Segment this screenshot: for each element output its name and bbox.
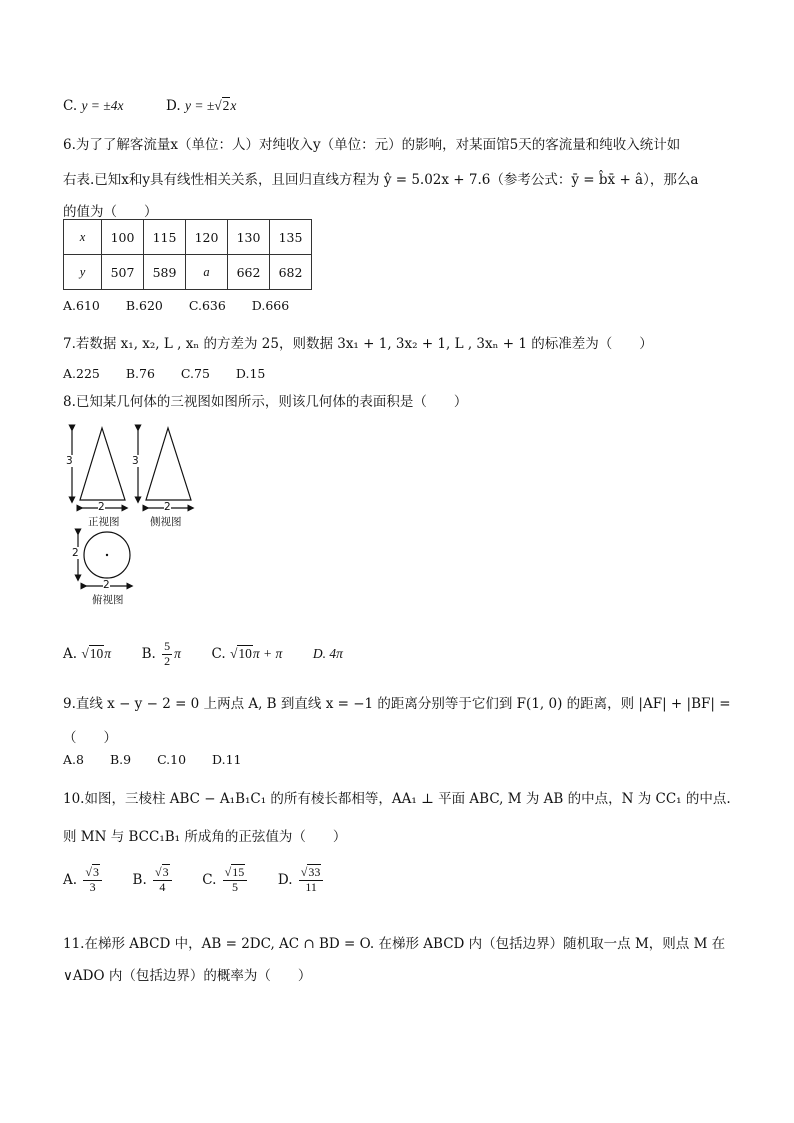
table-header-y: y <box>64 255 102 290</box>
q7-option-d: D.15 <box>235 366 266 381</box>
q8-option-c-post: π + π <box>252 645 283 661</box>
q10-option-b-fraction: $\frac{√3}{4}$ <box>153 866 172 895</box>
q8-options: A. √10π B. $\frac{5}{2}$ π C. √10π + π D. 4π <box>63 639 343 668</box>
q5-option-c-math: y = ±4x <box>81 98 124 113</box>
front-height-label: 3 <box>66 455 73 467</box>
q9-option-b: B.9 <box>109 752 132 767</box>
q7-option-c: C.75 <box>180 366 210 381</box>
fraction-radicand: 3 <box>92 865 99 879</box>
q8-option-a-label: A. <box>63 645 78 662</box>
q10-options <box>63 866 325 895</box>
q6-option-c: C.636 <box>188 298 226 313</box>
q8-option-b-post: π <box>174 645 181 661</box>
table-header-x: x <box>64 220 102 255</box>
q6-data-table <box>63 219 312 290</box>
fraction-radicand: 3 <box>162 865 169 879</box>
q7-option-b: B.76 <box>125 366 155 381</box>
q8-option-c-radicand: 10 <box>238 645 252 661</box>
front-width-label: 2 <box>98 501 105 513</box>
q5-option-d-label: D. <box>166 98 181 114</box>
side-height-label: 3 <box>132 455 139 467</box>
fraction-radicand: 15 <box>232 865 245 879</box>
side-width-label: 2 <box>164 501 171 513</box>
top-width-label: 2 <box>103 579 110 591</box>
q5-option-d-post: x <box>230 98 237 113</box>
q10-option-a-label: A. <box>63 871 78 888</box>
fraction-radicand: 33 <box>308 865 321 879</box>
top-view <box>78 532 130 586</box>
top-view-caption: 俯视图 <box>92 594 124 606</box>
q8-option-a-radicand: 10 <box>89 645 104 661</box>
table-cell: 135 <box>270 220 312 255</box>
q6-option-a: A.610 <box>63 298 100 313</box>
q11-text-line1: 11.在梯形 ABCD 中，AB = 2DC, AC ∩ BD = O. 在梯形 ABCD 内（包括边界）随机取一点 M，则点 M 在 <box>63 936 726 952</box>
fraction-denominator: 5 <box>231 879 238 894</box>
q8-option-d: D. 4π <box>312 645 343 661</box>
q10-text-line1: 10.如图，三棱柱 ABC − A₁B₁C₁ 的所有棱长都相等，AA₁ ⊥ 平面 ABC, M 为 AB 的中点，N 为 CC₁ 的中点. <box>63 791 731 807</box>
fraction-denominator: 4 <box>159 879 166 894</box>
q10-option-c-fraction: $\frac{√15}{5}$ <box>223 866 248 895</box>
q8-option-b-fraction <box>162 640 172 669</box>
q5-options: C. y = ±4x D. y = ±√2x <box>63 98 237 114</box>
q8-text: 8.已知某几何体的三视图如图所示，则该几何体的表面积是（ ） <box>63 394 468 410</box>
table-cell: 507 <box>102 255 144 290</box>
table-cell: 589 <box>144 255 186 290</box>
q10-option-d-fraction: $\frac{√33}{11}$ <box>299 866 324 895</box>
table-cell: 100 <box>102 220 144 255</box>
q9-option-c: C.10 <box>157 752 187 767</box>
q6-text-line3: 的值为（ ） <box>63 204 158 220</box>
q5-option-c-label: C. <box>63 98 78 114</box>
q5-option-d-pre: y = ± <box>184 98 215 113</box>
fraction-numerator: 5 <box>164 639 171 653</box>
fraction-denominator: 2 <box>164 653 171 668</box>
table-cell: 130 <box>228 220 270 255</box>
q9-text-line1: 9.直线 x − y − 2 = 0 上两点 A, B 到直线 x = −1 的距离分别等于它们到 F(1, 0) 的距离，则 |AF| + |BF| = <box>63 696 731 712</box>
q7-options <box>63 366 287 381</box>
top-height-label: 2 <box>72 547 79 559</box>
table-cell: 115 <box>144 220 186 255</box>
q8-option-b-label: B. <box>141 645 156 662</box>
q10-option-d-label: D. <box>277 871 293 888</box>
q8-option-c-label: C. <box>211 645 226 662</box>
q9-text-line2: （ ） <box>63 730 117 746</box>
table-cell: 682 <box>270 255 312 290</box>
q9-options <box>63 752 264 767</box>
q11-text-line2: ∨ADO 内（包括边界）的概率为（ ） <box>63 968 312 984</box>
q6-options <box>63 298 311 313</box>
q9-option-d: D.11 <box>212 752 242 767</box>
table-cell: 120 <box>186 220 228 255</box>
q10-option-c-label: C. <box>202 871 217 888</box>
table-cell: 662 <box>228 255 270 290</box>
q9-option-a: A.8 <box>63 752 84 767</box>
q5-option-d-radicand: 2 <box>222 98 230 113</box>
table-row <box>64 255 312 290</box>
q10-text-line2: 则 MN 与 BCC₁B₁ 所成角的正弦值为（ ） <box>63 829 347 845</box>
table-cell: a <box>186 255 228 290</box>
q7-option-a: A.225 <box>63 366 100 381</box>
q6-text-line2: 右表.已知x和y具有线性相关关系，且回归直线方程为 ŷ = 5.02x + 7.6（参考公式：ȳ = b̂x̄ + â），那么a <box>63 172 699 188</box>
q7-text: 7.若数据 x₁, x₂, L , xₙ 的方差为 25，则数据 3x₁ + 1, 3x₂ + 1, L , 3xₙ + 1 的标准差为（ ） <box>63 336 653 352</box>
q10-option-a-fraction: $\frac{√3}{3}$ <box>83 866 102 895</box>
table-row <box>64 220 312 255</box>
fraction-denominator: 3 <box>89 879 96 894</box>
side-view <box>138 428 191 508</box>
q6-option-d: D.666 <box>251 298 290 313</box>
front-view <box>72 428 125 508</box>
front-view-caption: 正视图 <box>88 516 120 528</box>
q6-text-line1: 6.为了了解客流量x（单位：人）对纯收入y（单位：元）的影响，对某面馆5天的客流量和纯收入统计如 <box>63 137 681 153</box>
q10-option-b-label: B. <box>132 871 147 888</box>
side-view-caption: 侧视图 <box>150 516 182 528</box>
q8-three-view-figure <box>60 420 210 620</box>
fraction-denominator: 11 <box>305 879 317 894</box>
q6-option-b: B.620 <box>125 298 163 313</box>
q8-option-a-post: π <box>104 645 112 661</box>
